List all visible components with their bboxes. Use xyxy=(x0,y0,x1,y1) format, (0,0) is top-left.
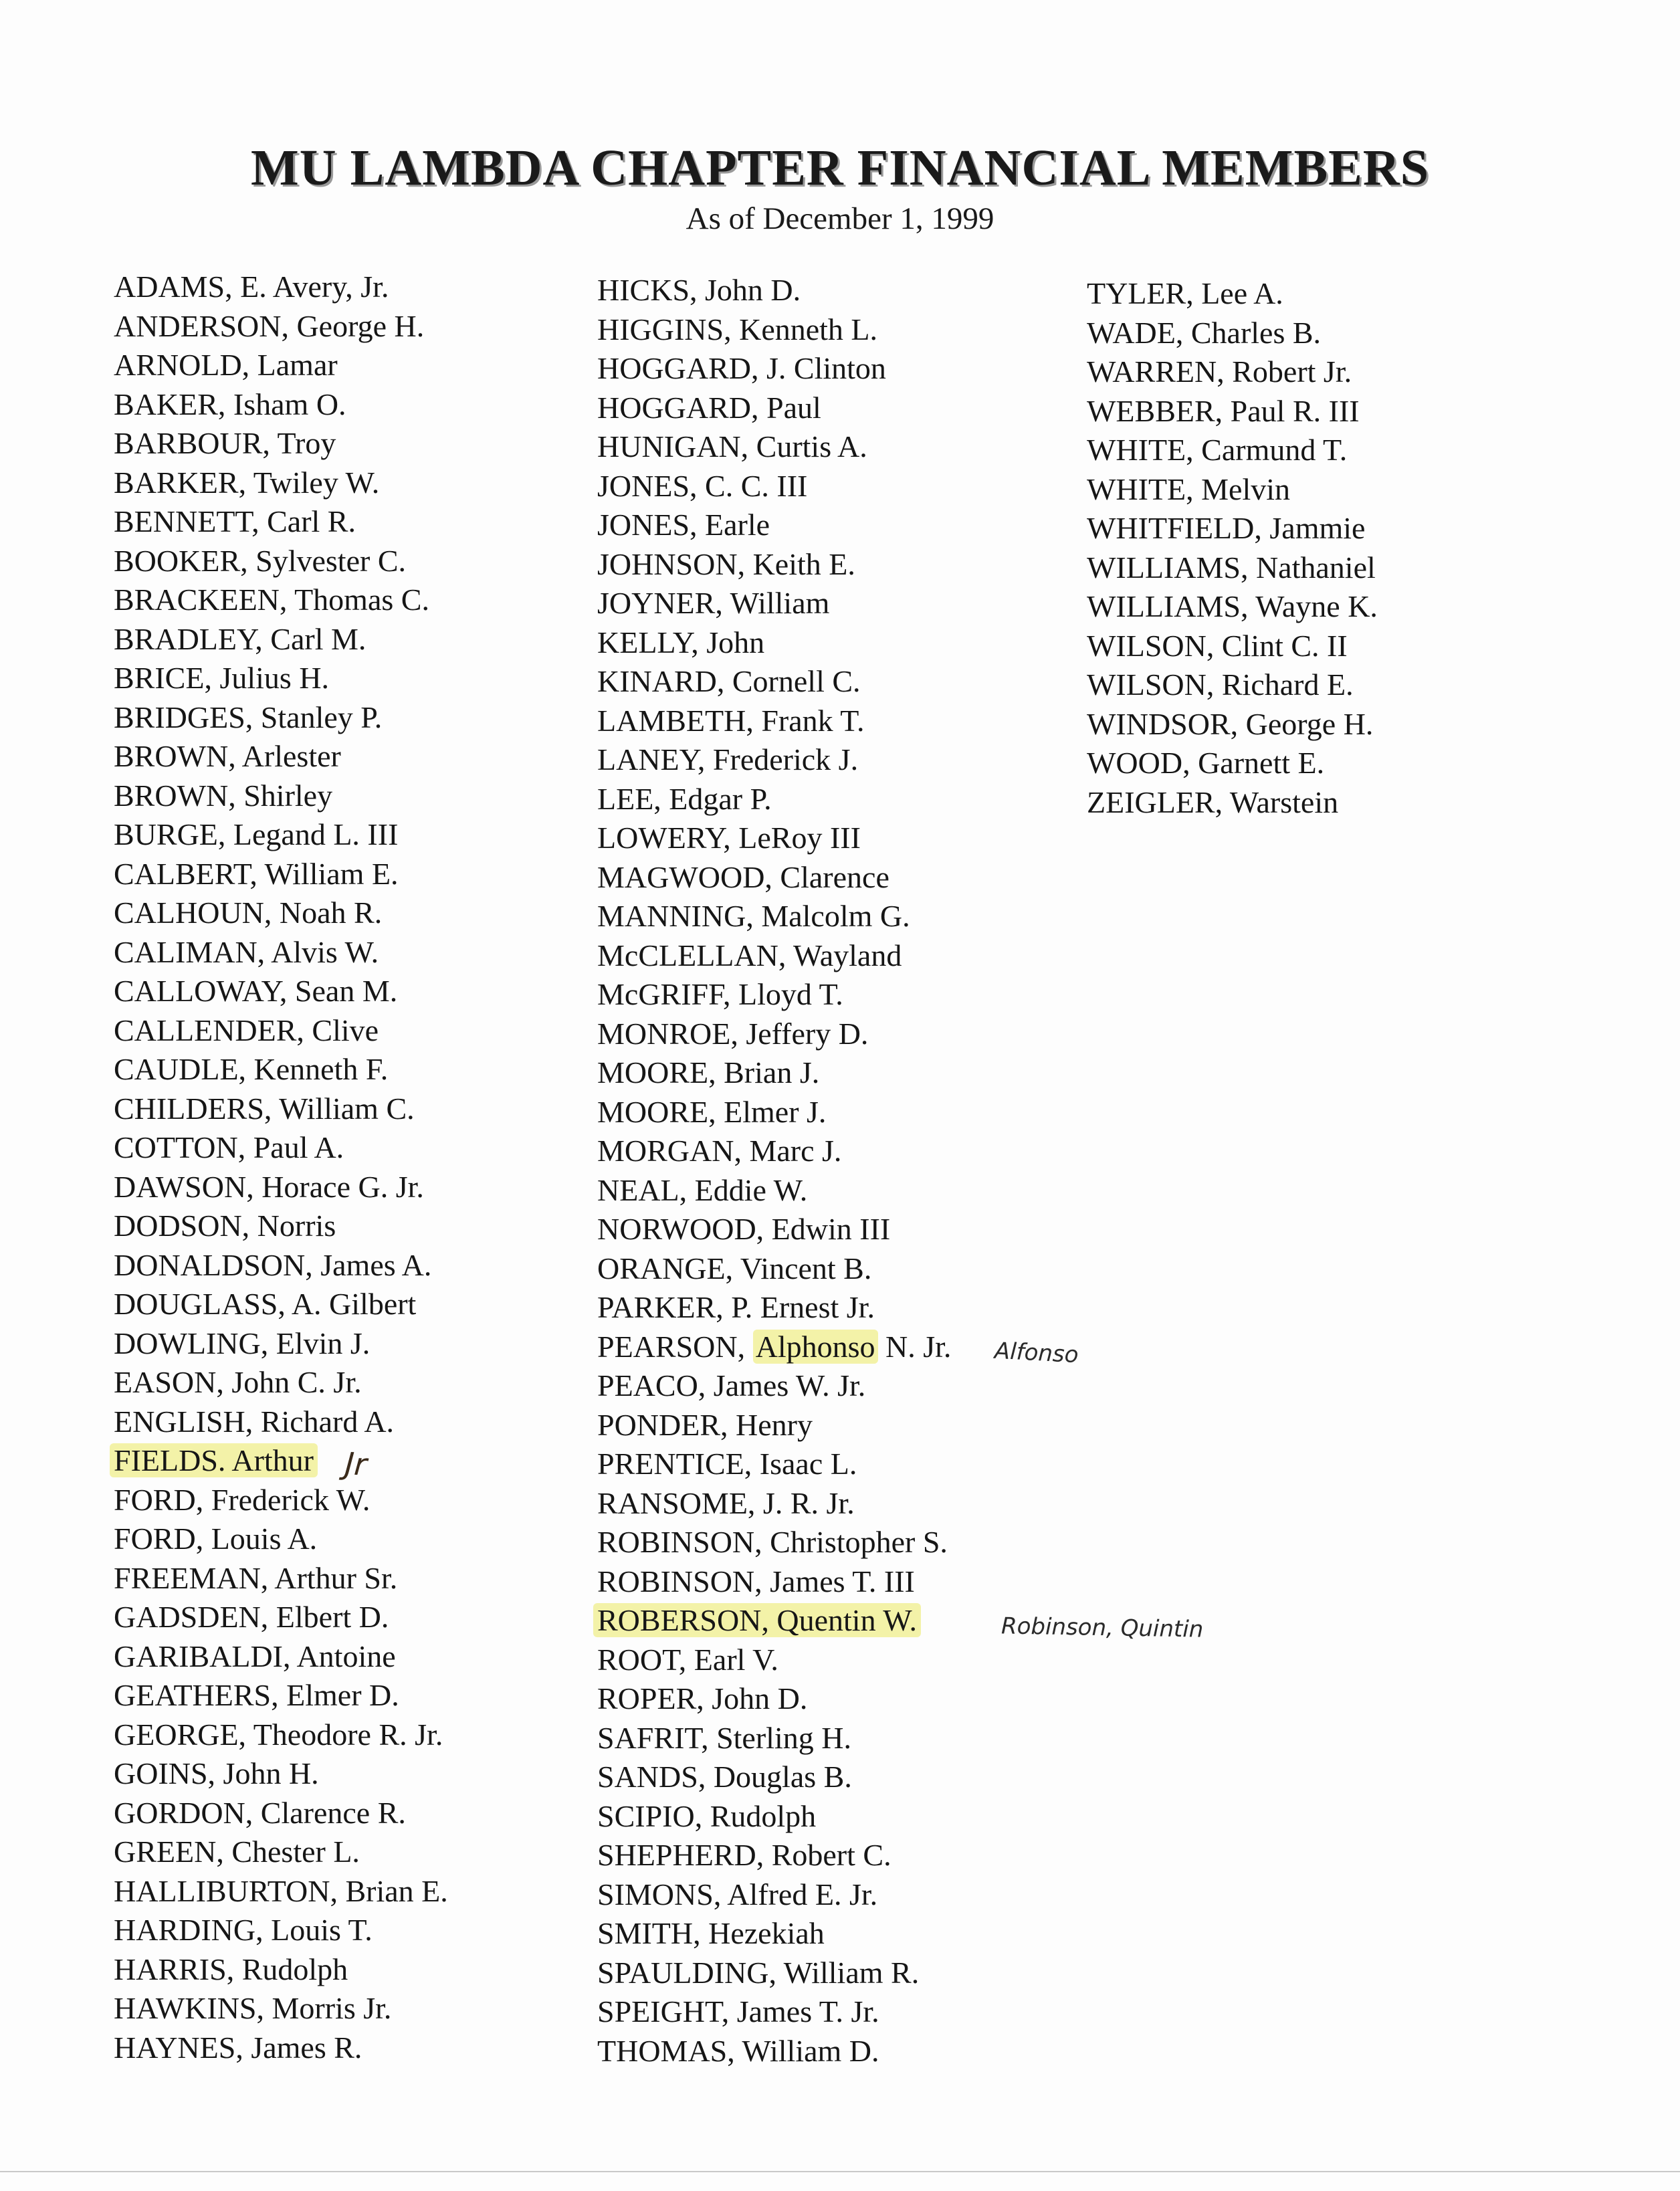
member-entry xyxy=(114,1128,448,1168)
member-entry xyxy=(1087,314,1378,353)
member-entry xyxy=(114,542,448,581)
member-entry xyxy=(114,1598,448,1637)
member-name: WEBBER, Paul R. III xyxy=(1087,393,1360,428)
member-entry xyxy=(597,897,951,936)
member-name: MORGAN, Marc J. xyxy=(597,1134,842,1168)
member-name: SIMONS, Alfred E. Jr. xyxy=(597,1877,878,1911)
member-name: WHITE, Melvin xyxy=(1087,472,1291,506)
member-name: LOWERY, LeRoy III xyxy=(597,821,861,855)
highlighted-member-name: FIELDS. Arthur xyxy=(110,1443,318,1477)
page-subtitle: As of December 1, 1999 xyxy=(686,201,994,236)
member-name: CHILDERS, William C. xyxy=(114,1091,415,1126)
member-entry xyxy=(597,1288,951,1328)
member-name: DODSON, Norris xyxy=(114,1209,336,1243)
member-name: GARIBALDI, Antoine xyxy=(114,1639,396,1673)
member-name: BRICE, Julius H. xyxy=(114,661,330,695)
member-name: BRIDGES, Stanley P. xyxy=(114,700,383,734)
member-entry xyxy=(597,623,951,663)
member-entry xyxy=(597,1053,951,1093)
member-name: HAWKINS, Morris Jr. xyxy=(114,1991,392,2025)
member-name: LANEY, Frederick J. xyxy=(597,742,859,776)
member-entry xyxy=(597,936,951,976)
member-entry xyxy=(1087,783,1378,823)
handwritten-alfonso-note: Alfonso xyxy=(994,1337,1079,1369)
member-name: BOOKER, Sylvester C. xyxy=(114,543,406,578)
member-name: NEAL, Eddie W. xyxy=(597,1172,808,1207)
member-entry xyxy=(114,1520,448,1559)
member-name: ENGLISH, Richard A. xyxy=(114,1404,395,1439)
member-name: MAGWOOD, Clarence xyxy=(597,859,889,894)
member-entry xyxy=(597,310,951,350)
member-entry xyxy=(114,698,448,738)
member-entry xyxy=(597,1758,951,1797)
member-name: FORD, Frederick W. xyxy=(114,1482,371,1517)
member-entry xyxy=(1087,431,1378,470)
member-name: WHITE, Carmund T. xyxy=(1087,433,1348,467)
member-name: ROBINSON, Christopher S. xyxy=(597,1525,948,1559)
member-name: JONES, Earle xyxy=(597,508,770,542)
member-entry xyxy=(1087,587,1378,627)
member-entry xyxy=(597,780,951,819)
member-name: ROPER, John D. xyxy=(597,1681,808,1715)
bottom-scan-edge xyxy=(0,2171,1680,2172)
member-name: JOYNER, William xyxy=(597,586,830,620)
member-entry xyxy=(597,819,951,858)
member-name: BROWN, Arlester xyxy=(114,739,341,773)
member-name: CALLOWAY, Sean M. xyxy=(114,974,398,1008)
member-name: CAUDLE, Kenneth F. xyxy=(114,1052,389,1086)
member-entry xyxy=(1087,665,1378,705)
member-entry xyxy=(114,1794,448,1833)
member-entry xyxy=(1087,509,1378,548)
member-column-1 xyxy=(114,268,448,2067)
member-entry xyxy=(114,1089,448,1129)
member-name: ROBINSON, James T. III xyxy=(597,1564,915,1598)
member-entry xyxy=(114,1441,448,1481)
member-entry xyxy=(114,1246,448,1285)
member-name: MOORE, Brian J. xyxy=(597,1055,820,1089)
member-name: FREEMAN, Arthur Sr. xyxy=(114,1560,398,1595)
member-entry xyxy=(1087,470,1378,510)
member-name: WILLIAMS, Wayne K. xyxy=(1087,589,1378,623)
member-name: DOWLING, Elvin J. xyxy=(114,1326,371,1360)
member-entry xyxy=(114,659,448,698)
member-name: HIGGINS, Kenneth L. xyxy=(597,312,878,346)
member-entry xyxy=(1087,274,1378,314)
member-name: MANNING, Malcolm G. xyxy=(597,899,910,933)
handwritten-jr-note: Jr xyxy=(344,1445,369,1483)
member-name: PEACO, James W. Jr. xyxy=(597,1368,866,1402)
member-name: WILSON, Richard E. xyxy=(1087,667,1354,702)
member-name: HALLIBURTON, Brian E. xyxy=(114,1873,448,1908)
member-name: HOGGARD, J. Clinton xyxy=(597,351,886,385)
member-entry xyxy=(597,1132,951,1171)
member-entry xyxy=(114,933,448,972)
member-entry xyxy=(597,545,951,585)
member-name: WILSON, Clint C. II xyxy=(1087,628,1348,663)
member-name: PONDER, Henry xyxy=(597,1407,813,1442)
member-entry xyxy=(114,972,448,1011)
member-entry xyxy=(114,463,448,503)
member-name: WADE, Charles B. xyxy=(1087,315,1322,350)
member-column-3 xyxy=(1087,274,1378,822)
member-name: SPEIGHT, James T. Jr. xyxy=(597,1994,879,2028)
member-name: JONES, C. C. III xyxy=(597,468,808,503)
member-name-rest: N. Jr. xyxy=(877,1329,952,1364)
member-entry xyxy=(597,1601,951,1641)
member-entry xyxy=(114,1715,448,1755)
member-name: MONROE, Jeffery D. xyxy=(597,1016,869,1051)
member-entry xyxy=(114,620,448,659)
member-name: SCIPIO, Rudolph xyxy=(597,1798,817,1833)
member-name: HICKS, John D. xyxy=(597,273,801,307)
member-entry xyxy=(114,737,448,776)
member-name: SHEPHERD, Robert C. xyxy=(597,1838,891,1872)
handwritten-robinson-note: Robinson, Quintin xyxy=(1001,1612,1204,1643)
member-entry xyxy=(114,1363,448,1402)
member-name: ARNOLD, Lamar xyxy=(114,348,338,382)
member-entry xyxy=(597,740,951,780)
member-name: GEATHERS, Elmer D. xyxy=(114,1678,399,1712)
member-entry xyxy=(114,1833,448,1872)
member-entry xyxy=(114,1011,448,1051)
member-column-2 xyxy=(597,271,951,2071)
member-name: BARBOUR, Troy xyxy=(114,426,336,460)
member-entry xyxy=(1087,392,1378,431)
member-name: BENNETT, Carl R. xyxy=(114,504,356,538)
member-name: GADSDEN, Elbert D. xyxy=(114,1600,389,1634)
member-name: GREEN, Chester L. xyxy=(114,1835,360,1869)
member-name: ZEIGLER, Warstein xyxy=(1087,785,1339,819)
member-entry xyxy=(114,894,448,933)
member-entry xyxy=(597,1171,951,1211)
member-name: FORD, Louis A. xyxy=(114,1522,318,1556)
member-name: CALLENDER, Clive xyxy=(114,1013,379,1047)
member-name: CALIMAN, Alvis W. xyxy=(114,934,379,969)
member-name: COTTON, Paul A. xyxy=(114,1130,344,1164)
member-name: EASON, John C. Jr. xyxy=(114,1365,362,1399)
member-name: CALBERT, William E. xyxy=(114,856,399,891)
member-name: JOHNSON, Keith E. xyxy=(597,546,855,581)
member-name: WOOD, Garnett E. xyxy=(1087,746,1325,780)
member-entry xyxy=(597,1641,951,1680)
member-entry xyxy=(597,1797,951,1837)
member-entry xyxy=(597,1093,951,1132)
member-name: DAWSON, Horace G. Jr. xyxy=(114,1169,424,1204)
member-name: PARKER, P. Ernest Jr. xyxy=(597,1290,875,1324)
member-entry xyxy=(114,815,448,855)
member-entry xyxy=(114,1324,448,1364)
member-entry xyxy=(597,1954,951,1993)
member-entry xyxy=(1087,548,1378,588)
member-entry xyxy=(114,1168,448,1207)
member-entry xyxy=(1087,627,1378,666)
member-name: SPAULDING, William R. xyxy=(597,1955,920,1990)
member-entry xyxy=(597,427,951,467)
page-title: MU LAMBDA CHAPTER FINANCIAL MEMBERS xyxy=(251,140,1429,196)
member-name: HOGGARD, Paul xyxy=(597,390,821,425)
member-name: GORDON, Clarence R. xyxy=(114,1795,406,1830)
member-name: SANDS, Douglas B. xyxy=(597,1760,852,1794)
member-entry xyxy=(597,702,951,741)
member-entry xyxy=(597,1249,951,1289)
member-entry xyxy=(597,1015,951,1054)
member-entry xyxy=(114,307,448,346)
member-entry xyxy=(597,1366,951,1406)
member-entry xyxy=(597,1445,951,1484)
member-entry xyxy=(114,1637,448,1677)
member-name: MOORE, Elmer J. xyxy=(597,1094,827,1129)
member-entry xyxy=(597,858,951,898)
member-name: HAYNES, James R. xyxy=(114,2030,362,2065)
member-entry xyxy=(114,424,448,463)
member-entry xyxy=(597,975,951,1015)
member-entry xyxy=(114,855,448,894)
highlighted-given-name: Alphonso xyxy=(753,1330,878,1364)
member-name: TYLER, Lee A. xyxy=(1087,276,1283,310)
member-name: LAMBETH, Frank T. xyxy=(597,703,865,738)
member-entry xyxy=(114,1207,448,1246)
member-name: WARREN, Robert Jr. xyxy=(1087,354,1352,389)
member-entry xyxy=(114,1872,448,1911)
member-entry xyxy=(114,1559,448,1598)
member-name: HARRIS, Rudolph xyxy=(114,1952,348,1986)
member-name: GEORGE, Theodore R. Jr. xyxy=(114,1717,443,1752)
member-entry xyxy=(597,2032,951,2071)
member-name: WILLIAMS, Nathaniel xyxy=(1087,550,1376,585)
member-name: BARKER, Twiley W. xyxy=(114,465,380,500)
member-entry xyxy=(597,1992,951,2032)
member-entry xyxy=(597,349,951,389)
member-name: KINARD, Cornell C. xyxy=(597,664,861,698)
member-entry xyxy=(597,1484,951,1524)
member-name: ANDERSON, George H. xyxy=(114,308,425,343)
member-name: ROOT, Earl V. xyxy=(597,1642,778,1677)
member-name: BRADLEY, Carl M. xyxy=(114,621,366,656)
member-entry xyxy=(114,1285,448,1324)
member-entry xyxy=(597,1210,951,1249)
member-entry xyxy=(114,385,448,425)
member-name: BAKER, Isham O. xyxy=(114,387,346,421)
member-name: DOUGLASS, A. Gilbert xyxy=(114,1287,417,1321)
member-entry xyxy=(114,502,448,542)
member-entry xyxy=(597,1875,951,1915)
member-name: McCLELLAN, Wayland xyxy=(597,938,902,972)
member-entry xyxy=(597,1328,951,1367)
highlighted-member-name: ROBERSON, Quentin W. xyxy=(593,1603,921,1637)
member-entry xyxy=(597,1836,951,1875)
member-name: McGRIFF, Lloyd T. xyxy=(597,977,843,1011)
member-entry xyxy=(597,1562,951,1602)
member-name: THOMAS, William D. xyxy=(597,2033,879,2068)
member-name: WINDSOR, George H. xyxy=(1087,706,1374,741)
member-name: NORWOOD, Edwin III xyxy=(597,1212,891,1246)
member-name: BURGE, Legand L. III xyxy=(114,817,399,851)
member-name: CALHOUN, Noah R. xyxy=(114,896,383,930)
member-entry xyxy=(597,389,951,428)
member-entry xyxy=(597,1406,951,1445)
member-entry xyxy=(114,1989,448,2028)
member-entry xyxy=(114,1402,448,1442)
member-name: DONALDSON, James A. xyxy=(114,1247,432,1282)
member-entry xyxy=(114,581,448,620)
member-name: BROWN, Shirley xyxy=(114,778,333,813)
member-name: LEE, Edgar P. xyxy=(597,781,772,816)
member-entry xyxy=(597,467,951,506)
member-entry xyxy=(597,506,951,545)
member-entry xyxy=(597,584,951,623)
member-name: BRACKEEN, Thomas C. xyxy=(114,583,429,617)
member-entry xyxy=(114,1676,448,1715)
member-entry xyxy=(114,2028,448,2068)
member-name: RANSOME, J. R. Jr. xyxy=(597,1485,855,1520)
member-entry xyxy=(597,271,951,310)
member-name: SAFRIT, Sterling H. xyxy=(597,1720,851,1755)
member-name: WHITFIELD, Jammie xyxy=(1087,511,1366,545)
member-name: GOINS, John H. xyxy=(114,1756,319,1790)
member-name: KELLY, John xyxy=(597,625,765,659)
member-name: ADAMS, E. Avery, Jr. xyxy=(114,270,389,304)
member-entry xyxy=(114,268,448,307)
member-entry xyxy=(114,1911,448,1950)
member-name: HARDING, Louis T. xyxy=(114,1913,373,1947)
member-entry xyxy=(114,1481,448,1520)
member-name: SMITH, Hezekiah xyxy=(597,1916,825,1950)
member-entry xyxy=(1087,352,1378,392)
member-surname: PEARSON, xyxy=(597,1329,753,1364)
member-entry xyxy=(114,1050,448,1089)
member-name: ORANGE, Vincent B. xyxy=(597,1251,872,1285)
member-entry xyxy=(114,776,448,816)
member-name: PRENTICE, Isaac L. xyxy=(597,1447,857,1481)
member-entry xyxy=(114,346,448,385)
member-entry xyxy=(597,1523,951,1562)
member-name: HUNIGAN, Curtis A. xyxy=(597,429,867,463)
member-entry xyxy=(114,1950,448,1990)
member-entry xyxy=(597,662,951,702)
member-entry xyxy=(1087,744,1378,783)
member-entry xyxy=(597,1914,951,1954)
member-entry xyxy=(114,1754,448,1794)
member-entry xyxy=(597,1679,951,1719)
member-entry xyxy=(1087,705,1378,744)
member-entry xyxy=(597,1719,951,1758)
